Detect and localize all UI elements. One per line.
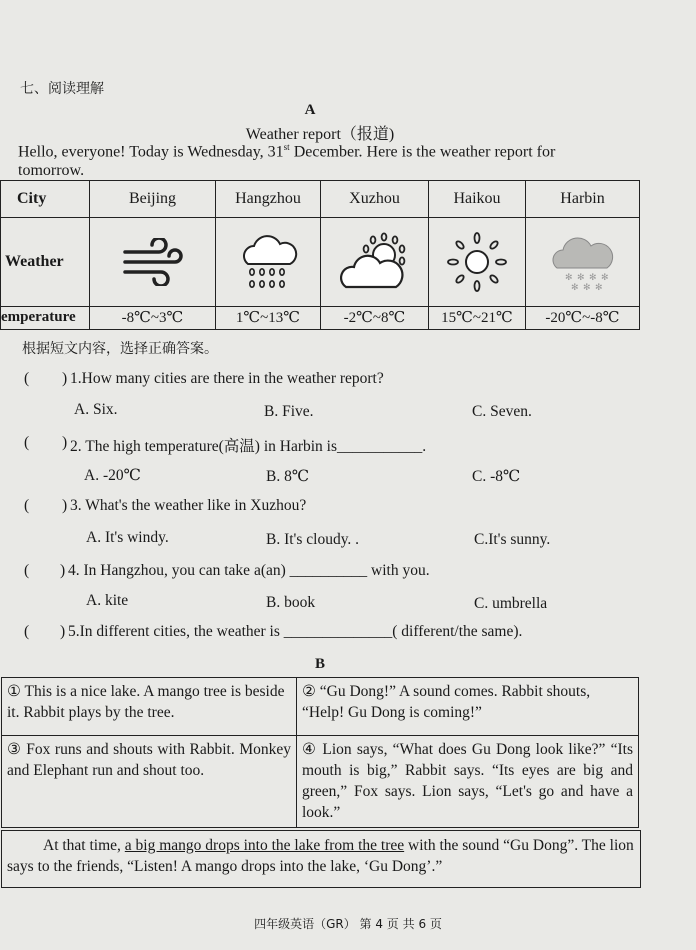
answer-paren-2: ( [24,434,30,451]
q3-option-c: C.It's sunny. [474,531,551,548]
answer-paren-3: ( [24,497,30,514]
part-b-label: B [314,656,325,672]
instruction: 根据短文内容，选择正确答案。 [22,341,218,357]
section-title: 七、阅读理解 [20,81,104,97]
story-panel-1: ① This is a nice lake. A mango tree is beside it. Rabbit plays by the tree. [2,678,297,736]
q4-option-a: A. kite [86,592,129,609]
part-a-label: A [304,102,316,118]
q4-option-b: B. book [266,594,316,611]
svg-text:✻: ✻ [564,273,573,284]
intro-text-2: December. Here is the weather report for tomorrow. [18,143,556,180]
page-footer: 四年级英语（GR） 第 4 页 共 6 页 [254,917,442,931]
sunny-icon [429,218,526,307]
svg-text:✻: ✻ [588,273,597,284]
svg-text:✻: ✻ [570,283,579,293]
answer-close-3: ) [62,497,68,514]
row-label-temperature: emperature [1,306,90,329]
temp-beijing: -8℃~3℃ [90,306,216,329]
temp-harbin: -20℃~-8℃ [526,306,640,329]
answer-close-1: ) [62,370,68,387]
answer-close-4: ) [60,562,66,579]
weather-table [0,180,640,330]
answer-paren-5: ( [24,623,30,640]
rain-cloud-icon [216,218,321,307]
temp-hangzhou: 1℃~13℃ [216,306,321,329]
city-beijing: Beijing [90,181,216,218]
q2-option-a: A. -20℃ [84,467,141,484]
story-table [1,677,639,828]
windy-icon [90,218,216,307]
svg-text:✻: ✻ [600,273,609,284]
snow-cloud-icon [526,218,640,307]
q2-option-b: B. 8℃ [266,468,310,485]
svg-text:✻: ✻ [576,273,585,284]
temp-haikou: 15℃~21℃ [429,306,526,329]
story-panel-2: ② “Gu Dong!” A sound comes. Rabbit shouts, “Help! Gu Dong is coming!” [297,678,639,736]
ending-underlined: a big mango drops into the lake from the tree [124,837,405,854]
question-3: 3. What's the weather like in Xuzhou? [70,497,307,514]
q3-option-b: B. It's cloudy. . [266,531,360,548]
question-4: 4. In Hangzhou, you can take a(an) __________ with you. [68,562,430,579]
svg-text:✻: ✻ [582,283,591,293]
answer-close-5: ) [60,623,66,640]
ending-text-1: At that time, [43,837,125,854]
q1-option-c: C. Seven. [472,403,532,420]
question-5: 5.In different cities, the weather is ______________( different/the same). [68,623,523,640]
answer-close-2: ) [62,434,68,451]
story-ending [1,830,641,888]
q1-option-b: B. Five. [264,403,314,420]
intro-paragraph [18,138,618,180]
answer-paren-1: ( [24,370,30,387]
intro-text-1: Hello, everyone! Today is Wednesday, 31 [18,143,284,161]
q1-option-a: A. Six. [74,401,118,418]
q3-option-a: A. It's windy. [86,529,169,546]
city-xuzhou: Xuzhou [321,181,429,218]
city-haikou: Haikou [429,181,526,218]
row-label-weather: Weather [1,218,90,307]
temp-xuzhou: -2℃~8℃ [321,306,429,329]
ending-text-2: with the sound “Gu Dong”. The lion says to the friends, “Listen! A mango drops into the lake, ‘Gu Dong’.” [7,837,634,875]
q4-option-c: C. umbrella [474,595,548,612]
intro-superscript: st [283,142,290,152]
answer-paren-4: ( [24,562,30,579]
story-panel-4: ④ Lion says, “What does Gu Dong look like?” “Its mouth is big,” Rabbit says. “Its eyes are big and green,” Fox says. Lion says, “Let's go and have a look.” [297,736,639,828]
question-2: 2. The high temperature(高温) in Harbin is___________. [70,438,427,455]
svg-text:✻: ✻ [594,283,603,293]
city-row [1,181,640,218]
city-harbin: Harbin [526,181,640,218]
report-title: Weather report（报道) [245,126,395,143]
row-label-city: City [1,181,90,218]
cloudy-sun-icon [321,218,429,307]
temperature-row [1,306,640,329]
story-panel-3: ③ Fox runs and shouts with Rabbit. Monkey and Elephant run and shout too. [2,736,297,828]
question-1: 1.How many cities are there in the weather report? [70,370,384,387]
city-hangzhou: Hangzhou [216,181,321,218]
q2-option-c: C. -8℃ [472,468,521,485]
weather-row [1,218,640,307]
